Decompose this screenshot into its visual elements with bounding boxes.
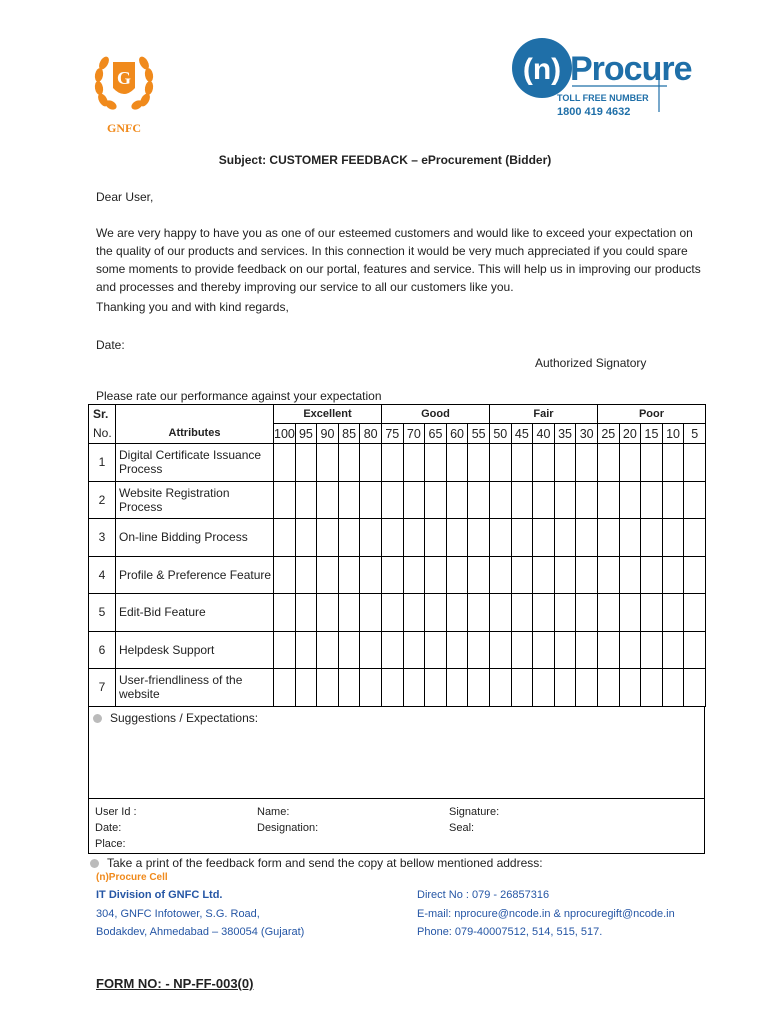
rating-cell[interactable] bbox=[317, 519, 339, 557]
score-header: 85 bbox=[338, 424, 360, 444]
rating-cell[interactable] bbox=[619, 594, 641, 632]
signature-field[interactable]: Signature: bbox=[449, 806, 500, 818]
form-number: FORM NO: - NP-FF-003(0) bbox=[96, 976, 254, 991]
rating-cell[interactable] bbox=[662, 444, 684, 482]
rating-cell[interactable] bbox=[295, 556, 317, 594]
attribute-label: Website Registration Process bbox=[116, 481, 274, 519]
rating-cell[interactable] bbox=[446, 481, 468, 519]
attribute-label: User-friendliness of the website bbox=[116, 669, 274, 707]
rating-cell[interactable] bbox=[576, 444, 598, 482]
rating-cell[interactable] bbox=[641, 631, 663, 669]
rating-cell[interactable] bbox=[403, 631, 425, 669]
address-line-1: 304, GNFC Infotower, S.G. Road, bbox=[96, 908, 260, 920]
row-number: 1 bbox=[89, 444, 116, 482]
rating-cell[interactable] bbox=[295, 594, 317, 632]
attribute-label: On-line Bidding Process bbox=[116, 519, 274, 557]
rating-cell[interactable] bbox=[381, 631, 403, 669]
score-header: 75 bbox=[381, 424, 403, 444]
rating-cell[interactable] bbox=[274, 519, 296, 557]
rating-cell[interactable] bbox=[511, 519, 533, 557]
gnfc-logo bbox=[93, 48, 155, 140]
rating-cell[interactable] bbox=[511, 444, 533, 482]
rating-cell[interactable] bbox=[274, 631, 296, 669]
toll-free-number: 1800 419 4632 bbox=[557, 106, 631, 118]
rating-cell[interactable] bbox=[511, 631, 533, 669]
rating-cell[interactable] bbox=[446, 631, 468, 669]
rating-cell[interactable] bbox=[533, 669, 555, 707]
rating-cell[interactable] bbox=[619, 444, 641, 482]
rating-cell[interactable] bbox=[489, 444, 511, 482]
rating-cell[interactable] bbox=[533, 631, 555, 669]
toll-free-label: TOLL FREE NUMBER bbox=[557, 93, 649, 103]
rating-cell[interactable] bbox=[338, 444, 360, 482]
rating-cell[interactable] bbox=[360, 444, 382, 482]
score-header: 60 bbox=[446, 424, 468, 444]
rating-cell[interactable] bbox=[446, 594, 468, 632]
letter-body: We are very happy to have you as one of our esteemed customers and would like to exceed your expectation on the quality of our products and services. In this connection it would be very much appreciated if you could spare some moments to provide feedback on our portal, features and service. This will help us in improving our products and processes and thereby improving our service to all our customers like you. bbox=[96, 226, 701, 294]
rating-cell[interactable] bbox=[597, 556, 619, 594]
group-header-good: Good bbox=[381, 405, 489, 424]
row-number: 5 bbox=[89, 594, 116, 632]
rating-cell[interactable] bbox=[360, 519, 382, 557]
designation-field[interactable]: Designation: bbox=[257, 822, 319, 834]
rating-cell[interactable] bbox=[576, 631, 598, 669]
rating-cell[interactable] bbox=[619, 481, 641, 519]
rating-cell[interactable] bbox=[597, 519, 619, 557]
rating-cell[interactable] bbox=[338, 556, 360, 594]
rating-cell[interactable] bbox=[425, 594, 447, 632]
attribute-label: Profile & Preference Feature bbox=[116, 556, 274, 594]
score-header: 90 bbox=[317, 424, 339, 444]
rating-cell[interactable] bbox=[317, 669, 339, 707]
rating-cell[interactable] bbox=[274, 481, 296, 519]
score-header: 50 bbox=[489, 424, 511, 444]
rating-cell[interactable] bbox=[684, 669, 706, 707]
rating-cell[interactable] bbox=[274, 669, 296, 707]
rating-cell[interactable] bbox=[554, 444, 576, 482]
table-row bbox=[89, 631, 706, 669]
rating-cell[interactable] bbox=[554, 594, 576, 632]
rating-cell[interactable] bbox=[425, 556, 447, 594]
rating-cell[interactable] bbox=[489, 519, 511, 557]
group-header-poor: Poor bbox=[597, 405, 705, 424]
rating-cell[interactable] bbox=[425, 444, 447, 482]
attribute-label: Helpdesk Support bbox=[116, 631, 274, 669]
rating-cell[interactable] bbox=[425, 481, 447, 519]
score-header: 40 bbox=[533, 424, 555, 444]
rating-table bbox=[88, 404, 706, 707]
rating-cell[interactable] bbox=[381, 519, 403, 557]
nprocure-logo-word: Procure bbox=[570, 50, 692, 88]
rating-cell[interactable] bbox=[619, 519, 641, 557]
rating-cell[interactable] bbox=[662, 519, 684, 557]
table-row bbox=[89, 444, 706, 482]
rating-cell[interactable] bbox=[619, 631, 641, 669]
it-division: IT Division of GNFC Ltd. bbox=[96, 889, 223, 901]
rating-cell[interactable] bbox=[641, 481, 663, 519]
row-number: 7 bbox=[89, 669, 116, 707]
rating-cell[interactable] bbox=[597, 481, 619, 519]
date-field[interactable]: Date: bbox=[95, 822, 122, 834]
rating-cell[interactable] bbox=[360, 631, 382, 669]
rating-cell[interactable] bbox=[489, 631, 511, 669]
rating-cell[interactable] bbox=[576, 669, 598, 707]
rating-cell[interactable] bbox=[338, 631, 360, 669]
print-instruction: Take a print of the feedback form and send the copy at bellow mentioned address: bbox=[107, 856, 543, 870]
suggestions-label: Suggestions / Expectations: bbox=[110, 711, 259, 725]
greeting: Dear User, bbox=[96, 190, 154, 204]
rating-cell[interactable] bbox=[317, 631, 339, 669]
rating-cell[interactable] bbox=[684, 444, 706, 482]
rating-cell[interactable] bbox=[684, 519, 706, 557]
rating-cell[interactable] bbox=[338, 594, 360, 632]
rating-cell[interactable] bbox=[554, 481, 576, 519]
rating-cell[interactable] bbox=[662, 556, 684, 594]
rating-cell[interactable] bbox=[489, 669, 511, 707]
gnfc-logo-text: GNFC bbox=[107, 121, 141, 135]
rating-cell[interactable] bbox=[295, 481, 317, 519]
rating-cell[interactable] bbox=[662, 631, 684, 669]
rating-cell[interactable] bbox=[468, 631, 490, 669]
bullet-icon bbox=[90, 859, 99, 868]
rating-cell[interactable] bbox=[338, 481, 360, 519]
rating-cell[interactable] bbox=[317, 556, 339, 594]
rating-instruction: Please rate our performance against your expectation bbox=[96, 389, 382, 403]
rating-cell[interactable] bbox=[511, 481, 533, 519]
rating-cell[interactable] bbox=[489, 594, 511, 632]
rating-cell[interactable] bbox=[403, 594, 425, 632]
score-header: 95 bbox=[295, 424, 317, 444]
rating-cell[interactable] bbox=[576, 481, 598, 519]
rating-cell[interactable] bbox=[554, 556, 576, 594]
score-header: 25 bbox=[597, 424, 619, 444]
bullet-icon bbox=[93, 714, 102, 723]
rating-cell[interactable] bbox=[554, 669, 576, 707]
attribute-label: Edit-Bid Feature bbox=[116, 594, 274, 632]
address-line-2: Bodakdev, Ahmedabad – 380054 (Gujarat) bbox=[96, 926, 305, 938]
rating-cell[interactable] bbox=[641, 556, 663, 594]
score-header: 70 bbox=[403, 424, 425, 444]
name-field[interactable]: Name: bbox=[257, 806, 290, 818]
suggestions-box[interactable] bbox=[88, 706, 705, 799]
rating-cell[interactable] bbox=[662, 594, 684, 632]
score-header: 80 bbox=[360, 424, 382, 444]
rating-cell[interactable] bbox=[576, 594, 598, 632]
score-header: 65 bbox=[425, 424, 447, 444]
rating-cell[interactable] bbox=[511, 669, 533, 707]
score-header: 30 bbox=[576, 424, 598, 444]
rating-cell[interactable] bbox=[684, 481, 706, 519]
score-header: 55 bbox=[468, 424, 490, 444]
rating-cell[interactable] bbox=[317, 444, 339, 482]
rating-cell[interactable] bbox=[468, 444, 490, 482]
rating-cell[interactable] bbox=[684, 594, 706, 632]
rating-cell[interactable] bbox=[662, 481, 684, 519]
rating-cell[interactable] bbox=[597, 594, 619, 632]
rating-cell[interactable] bbox=[662, 669, 684, 707]
phone-number: Phone: 079-40007512, 514, 515, 517. bbox=[417, 926, 603, 938]
rating-cell[interactable] bbox=[446, 444, 468, 482]
rating-cell[interactable] bbox=[403, 669, 425, 707]
rating-cell[interactable] bbox=[511, 556, 533, 594]
rating-cell[interactable] bbox=[446, 556, 468, 594]
rating-cell[interactable] bbox=[597, 669, 619, 707]
rating-cell[interactable] bbox=[381, 556, 403, 594]
rating-cell[interactable] bbox=[295, 669, 317, 707]
letter-subject: Subject: CUSTOMER FEEDBACK – eProcurement (Bidder) bbox=[218, 153, 552, 167]
row-number: 3 bbox=[89, 519, 116, 557]
rating-cell[interactable] bbox=[403, 519, 425, 557]
authorized-signatory: Authorized Signatory bbox=[535, 356, 647, 370]
table-row bbox=[89, 481, 706, 519]
rating-cell[interactable] bbox=[533, 594, 555, 632]
rating-cell[interactable] bbox=[684, 556, 706, 594]
srno-header: Sr. bbox=[89, 405, 116, 424]
srno-header-2: No. bbox=[89, 424, 116, 444]
rating-cell[interactable] bbox=[381, 481, 403, 519]
row-number: 2 bbox=[89, 481, 116, 519]
rating-cell[interactable] bbox=[274, 594, 296, 632]
rating-cell[interactable] bbox=[295, 631, 317, 669]
rating-cell[interactable] bbox=[576, 519, 598, 557]
nprocure-logo-n: (n) bbox=[522, 53, 562, 86]
rating-cell[interactable] bbox=[533, 444, 555, 482]
identity-box bbox=[88, 798, 705, 854]
rating-cell[interactable] bbox=[533, 556, 555, 594]
score-header: 35 bbox=[554, 424, 576, 444]
score-header: 45 bbox=[511, 424, 533, 444]
nprocure-cell: (n)Procure Cell bbox=[96, 872, 168, 883]
score-header: 5 bbox=[684, 424, 706, 444]
rating-cell[interactable] bbox=[468, 556, 490, 594]
rating-cell[interactable] bbox=[403, 444, 425, 482]
rating-cell[interactable] bbox=[446, 669, 468, 707]
rating-cell[interactable] bbox=[381, 594, 403, 632]
score-header: 20 bbox=[619, 424, 641, 444]
rating-cell[interactable] bbox=[597, 631, 619, 669]
gnfc-logo-letter: G bbox=[116, 68, 132, 88]
score-header: 100 bbox=[274, 424, 296, 444]
group-header-excellent: Excellent bbox=[274, 405, 382, 424]
score-header: 15 bbox=[641, 424, 663, 444]
rating-cell[interactable] bbox=[360, 594, 382, 632]
rating-cell[interactable] bbox=[489, 481, 511, 519]
rating-cell[interactable] bbox=[317, 594, 339, 632]
rating-cell[interactable] bbox=[381, 444, 403, 482]
group-header-fair: Fair bbox=[489, 405, 597, 424]
rating-cell[interactable] bbox=[533, 519, 555, 557]
rating-cell[interactable] bbox=[619, 556, 641, 594]
rating-cell[interactable] bbox=[511, 594, 533, 632]
rating-cell[interactable] bbox=[684, 631, 706, 669]
rating-cell[interactable] bbox=[425, 631, 447, 669]
rating-cell[interactable] bbox=[533, 481, 555, 519]
user-id-field[interactable]: User Id : bbox=[95, 806, 137, 818]
score-header: 10 bbox=[662, 424, 684, 444]
rating-cell[interactable] bbox=[295, 519, 317, 557]
rating-cell[interactable] bbox=[619, 669, 641, 707]
rating-cell[interactable] bbox=[338, 669, 360, 707]
attribute-label: Digital Certificate Issuance Process bbox=[116, 444, 274, 482]
rating-cell[interactable] bbox=[554, 631, 576, 669]
rating-cell[interactable] bbox=[360, 481, 382, 519]
rating-cell[interactable] bbox=[641, 444, 663, 482]
rating-cell[interactable] bbox=[597, 444, 619, 482]
rating-cell[interactable] bbox=[425, 669, 447, 707]
rating-cell[interactable] bbox=[274, 444, 296, 482]
table-row bbox=[89, 519, 706, 557]
table-row bbox=[89, 594, 706, 632]
rating-cell[interactable] bbox=[360, 556, 382, 594]
rating-cell[interactable] bbox=[446, 519, 468, 557]
table-row bbox=[89, 669, 706, 707]
rating-cell[interactable] bbox=[403, 481, 425, 519]
rating-cell[interactable] bbox=[641, 669, 663, 707]
table-row bbox=[89, 556, 706, 594]
rating-cell[interactable] bbox=[468, 519, 490, 557]
rating-cell[interactable] bbox=[403, 556, 425, 594]
rating-cell[interactable] bbox=[295, 444, 317, 482]
rating-cell[interactable] bbox=[641, 594, 663, 632]
rating-cell[interactable] bbox=[489, 556, 511, 594]
rating-cell[interactable] bbox=[317, 481, 339, 519]
rating-cell[interactable] bbox=[554, 519, 576, 557]
rating-cell[interactable] bbox=[576, 556, 598, 594]
row-number: 4 bbox=[89, 556, 116, 594]
rating-cell[interactable] bbox=[425, 519, 447, 557]
rating-cell[interactable] bbox=[360, 669, 382, 707]
place-field[interactable]: Place: bbox=[95, 838, 126, 850]
rating-cell[interactable] bbox=[274, 556, 296, 594]
seal-field[interactable]: Seal: bbox=[449, 822, 475, 834]
date-label: Date: bbox=[96, 338, 125, 352]
nprocure-logo bbox=[512, 24, 692, 120]
rating-cell[interactable] bbox=[338, 519, 360, 557]
rating-cell[interactable] bbox=[468, 669, 490, 707]
rating-cell[interactable] bbox=[641, 519, 663, 557]
rating-cell[interactable] bbox=[468, 594, 490, 632]
email-address[interactable]: E-mail: nprocure@ncode.in & nprocuregift@ncode.in bbox=[417, 908, 675, 920]
rating-cell[interactable] bbox=[381, 669, 403, 707]
row-number: 6 bbox=[89, 631, 116, 669]
closing: Thanking you and with kind regards, bbox=[96, 300, 289, 314]
direct-number: Direct No : 079 - 26857316 bbox=[417, 889, 550, 901]
attributes-header: Attributes bbox=[116, 424, 274, 444]
rating-cell[interactable] bbox=[468, 481, 490, 519]
